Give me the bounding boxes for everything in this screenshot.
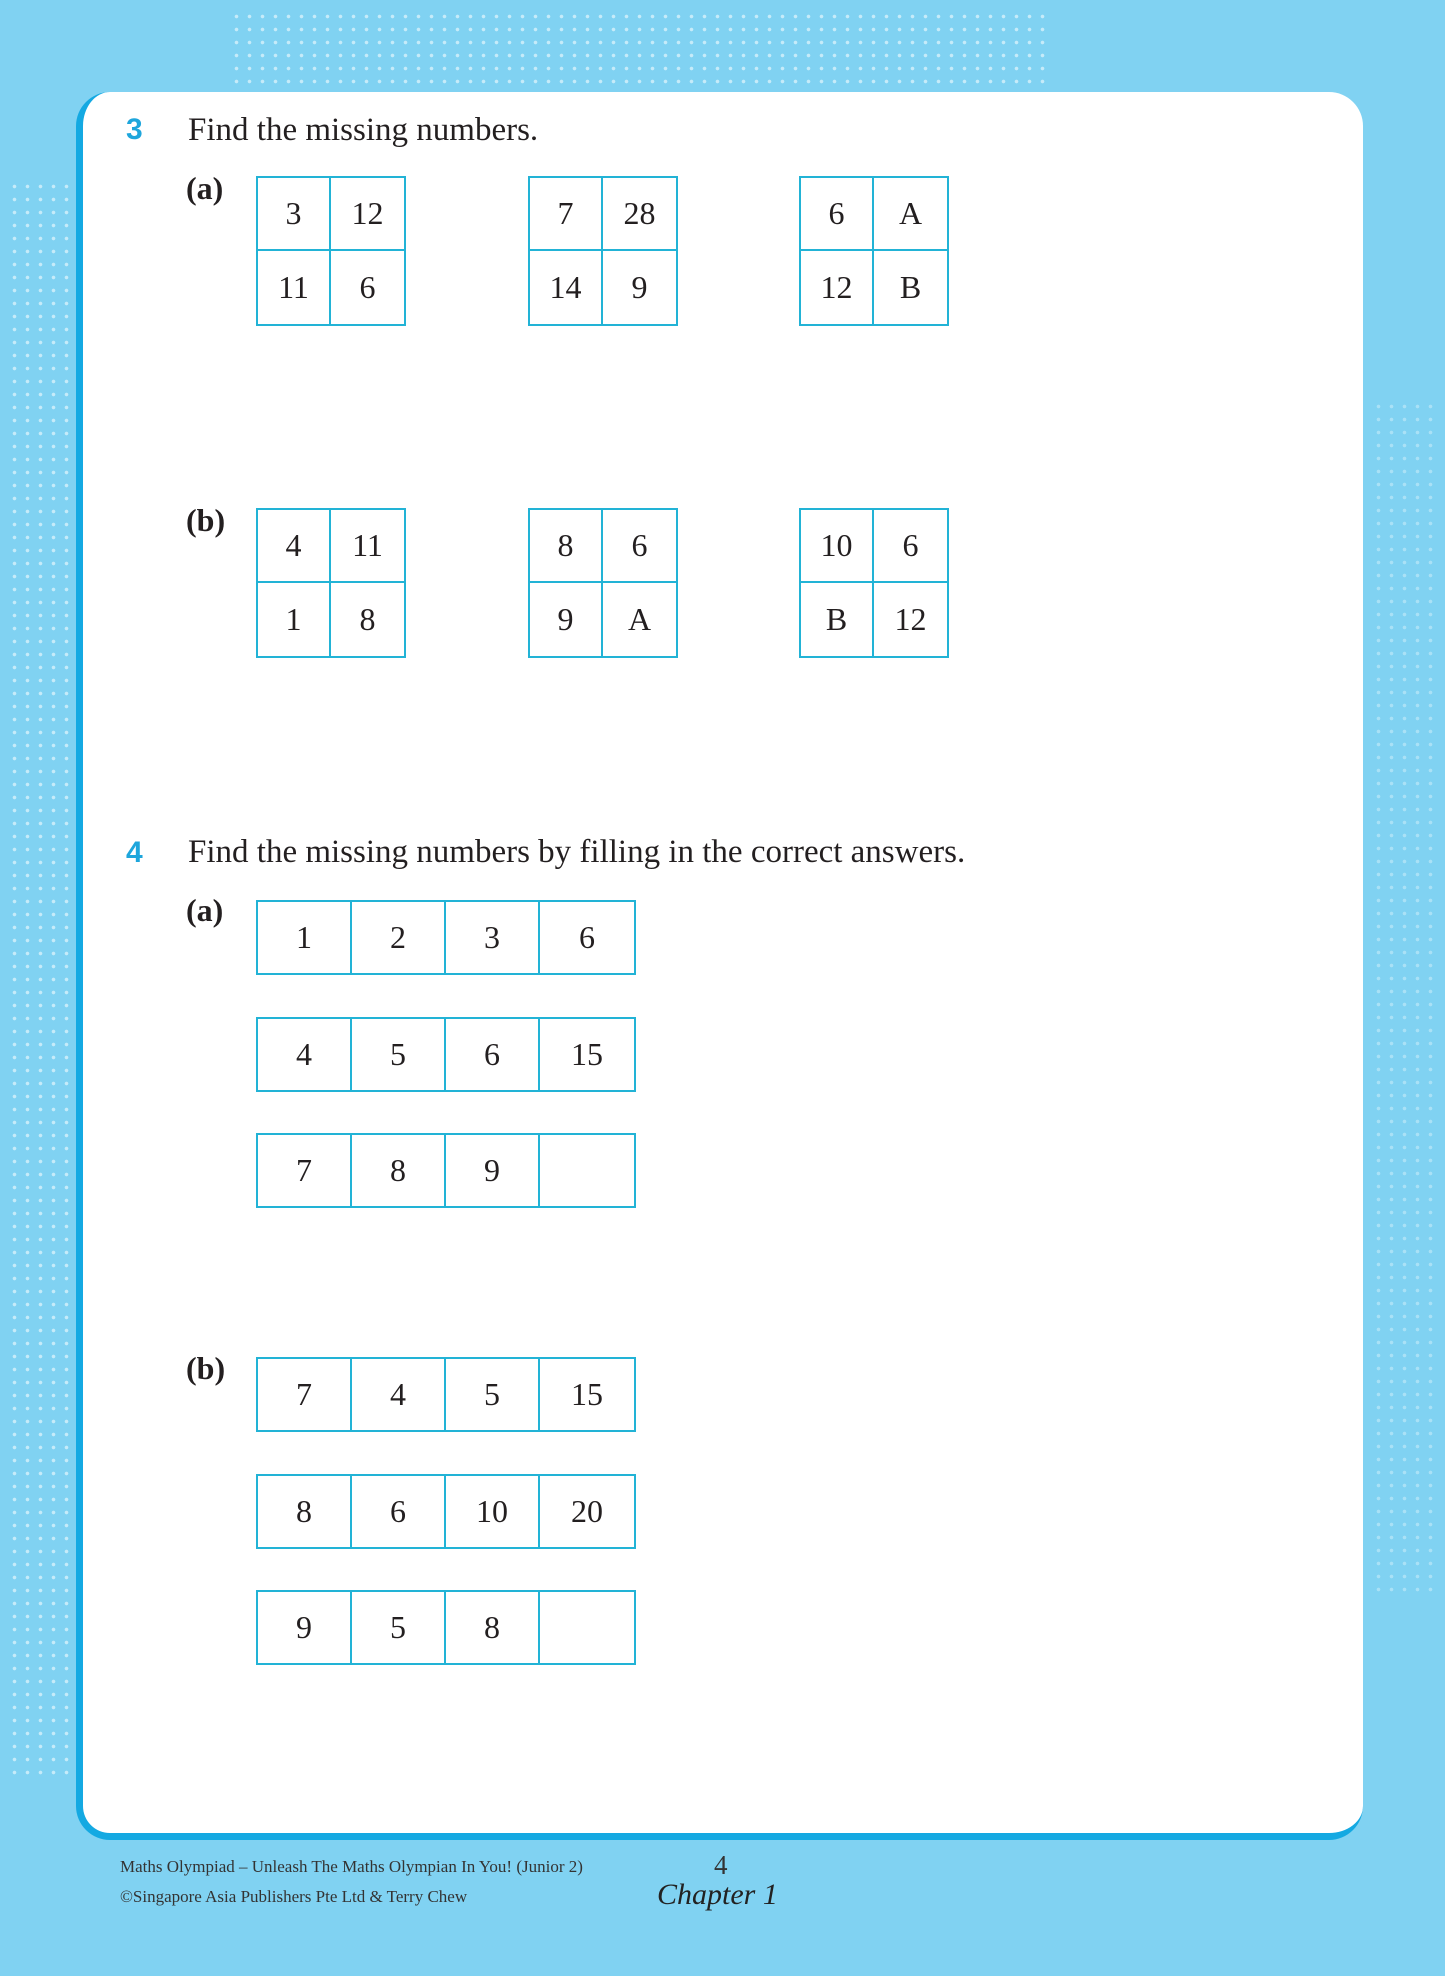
row-cell: 7: [258, 1135, 352, 1206]
question-3-text: Find the missing numbers.: [188, 112, 539, 148]
grid-cell: 14: [530, 251, 603, 324]
row-cell: 2: [352, 902, 446, 973]
q3-part-b-label: (b): [186, 502, 226, 538]
q3-grid: [528, 508, 678, 658]
q4-part-a-label: (a): [186, 892, 224, 928]
q4-row: [256, 1133, 636, 1208]
footer-copyright: ©Singapore Asia Publishers Pte Ltd & Terry Chew: [120, 1887, 468, 1906]
row-cell: 1: [258, 902, 352, 973]
grid-cell: 6: [359, 269, 376, 305]
grid-cell: 6: [874, 510, 947, 583]
question-4-number: 4: [126, 836, 143, 869]
row-cell: 10: [446, 1476, 540, 1547]
q3-grid: [799, 508, 949, 658]
grid-cell: 6: [603, 510, 676, 583]
row-cell: 15: [571, 1036, 603, 1072]
question-3-number: 3: [126, 113, 143, 146]
grid-cell: B: [801, 583, 874, 656]
grid-cell: 4: [258, 510, 331, 583]
grid-cell: B: [899, 269, 922, 305]
row-cell: 9: [446, 1135, 540, 1206]
grid-cell: 1: [258, 583, 331, 656]
dot-pattern-top: [230, 10, 1050, 85]
q4-row: [256, 1357, 636, 1432]
row-cell: 8: [258, 1476, 352, 1547]
grid-cell: 3: [258, 178, 331, 251]
q4-row: [256, 1474, 636, 1549]
row-cell: 20: [571, 1493, 603, 1529]
dot-pattern-right: [1372, 400, 1438, 1600]
q4-row: [256, 1590, 636, 1665]
chapter-label: Chapter 1: [657, 1878, 778, 1911]
grid-cell: 28: [603, 178, 676, 251]
page-number: 4: [714, 1850, 728, 1880]
row-cell: 4: [258, 1019, 352, 1090]
row-cell: 6: [352, 1476, 446, 1547]
q4-row: [256, 1017, 636, 1092]
footer-book-title: Maths Olympiad – Unleash The Maths Olympian In You! (Junior 2): [120, 1857, 583, 1876]
q4-row: [256, 900, 636, 975]
grid-cell: A: [874, 178, 947, 251]
grid-cell: A: [627, 601, 652, 637]
row-cell: 8: [446, 1592, 540, 1663]
row-cell: 6: [446, 1019, 540, 1090]
answer-box[interactable]: [540, 1135, 634, 1206]
q4-part-b-label: (b): [186, 1350, 226, 1386]
row-cell: 15: [571, 1376, 603, 1412]
q3-grid: [256, 508, 406, 658]
q3-part-a-label: (a): [186, 170, 224, 206]
row-cell: 8: [352, 1135, 446, 1206]
grid-cell: 12: [331, 178, 404, 251]
answer-box[interactable]: [540, 1592, 634, 1663]
grid-cell: 11: [258, 251, 331, 324]
grid-cell: 6: [801, 178, 874, 251]
q3-grid: [799, 176, 949, 326]
grid-cell: 7: [530, 178, 603, 251]
grid-cell: 9: [631, 269, 648, 305]
row-cell: 3: [446, 902, 540, 973]
row-cell: 5: [352, 1592, 446, 1663]
grid-cell: 8: [530, 510, 603, 583]
grid-cell: 12: [894, 601, 927, 637]
q3-grid: [528, 176, 678, 326]
row-cell: 5: [446, 1359, 540, 1430]
row-cell: 9: [258, 1592, 352, 1663]
grid-cell: 11: [331, 510, 404, 583]
q3-grid: [256, 176, 406, 326]
row-cell: 7: [258, 1359, 352, 1430]
grid-cell: 8: [359, 601, 376, 637]
row-cell: 4: [352, 1359, 446, 1430]
grid-cell: 10: [801, 510, 874, 583]
question-4-text: Find the missing numbers by filling in the correct answers.: [188, 834, 966, 870]
grid-cell: 12: [801, 251, 874, 324]
row-cell: 6: [579, 919, 595, 955]
row-cell: 5: [352, 1019, 446, 1090]
dot-pattern-left: [8, 180, 72, 1780]
grid-cell: 9: [530, 583, 603, 656]
